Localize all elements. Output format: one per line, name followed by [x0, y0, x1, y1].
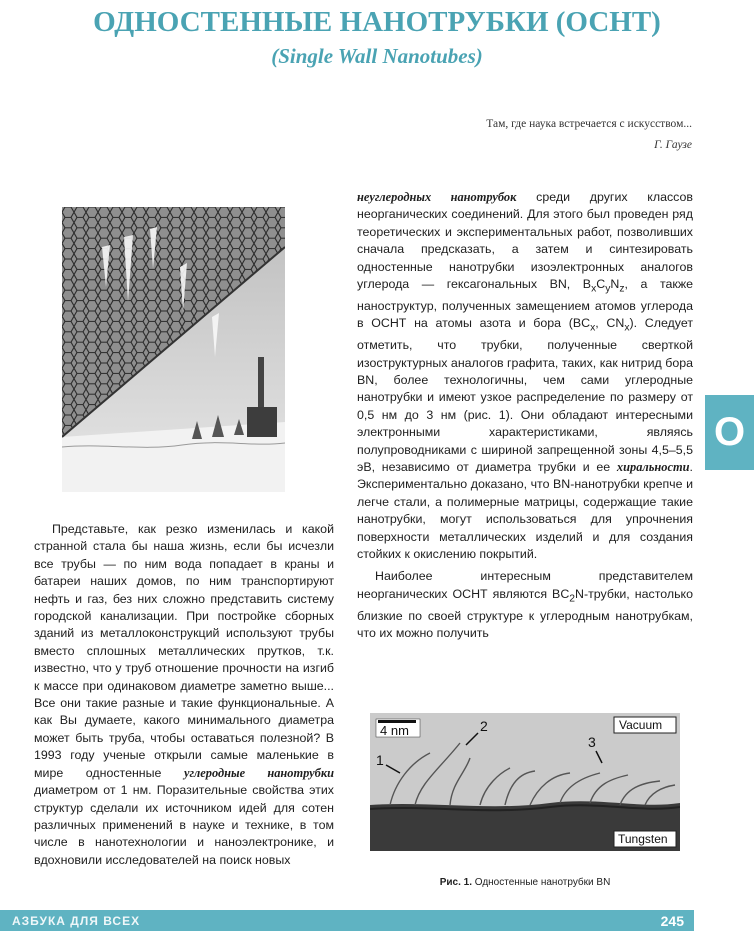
- footer-section-name: АЗБУКА ДЛЯ ВСЕХ: [12, 913, 141, 928]
- marker-2: 2: [480, 718, 488, 734]
- marker-3: 3: [588, 734, 596, 750]
- right-text-2: C: [596, 277, 606, 292]
- right-text-1: среди других классов неорганических соединений. Для этого был проведен ряд теоретических и экспериментальных работ, позволивших сначала предсказать, а затем и синтезировать одностенные нанотрубки изоэлектронных аналогов углерода — гексагональных BN, B: [357, 190, 693, 292]
- right-emphasis-2: хиральности: [616, 460, 690, 475]
- sub-x-3: x: [624, 322, 630, 334]
- right-text-6: ). Следует отметить, что трубки, полученные сверткой изоструктурных аналогов графита, таких, как нитрид бора BN, более технологичны, чем сами углеродные нанотрубки и имеют узкое распределение по размеру от 0,5 нм до 3 нм (рис. 1). Они обладают интересными электронными характеристиками, являясь полупроводниками с шириной запрещенной зоны 4,5–5,5 эВ, независимо от диаметра трубки и ее: [357, 316, 693, 475]
- right-text-7: . Экспериментально доказано, что BN-нанотрубки крепче и легче стали, а полимерные матрицы, содержащие такие нанотрубки, могут использоваться для упрочнения поверхности металлических изделий и для создания стойких к окислению покрытий.: [357, 460, 693, 562]
- caption-text: Одностенные нанотрубки BN: [474, 877, 611, 888]
- epigraph-author: Г. Гаузе: [654, 139, 692, 151]
- scale-label: 4 nm: [380, 723, 409, 738]
- nanotube-lattice-photo: [62, 207, 285, 492]
- tungsten-label: Tungsten: [618, 832, 668, 846]
- right-text-4: , а также наноструктур, полученных замещением атомов углерода в ОСНТ на атомы азота и бора (BC: [357, 277, 694, 331]
- marker-1: 1: [376, 752, 384, 768]
- right-text-3: N: [610, 277, 620, 292]
- right-column: [357, 189, 693, 643]
- micrograph-illustration: [370, 713, 680, 851]
- section-tab: О: [705, 395, 754, 470]
- caption-number: Рис. 1.: [439, 877, 472, 888]
- right-emphasis-1: неуглеродных нанотрубок: [357, 190, 517, 204]
- right-text-8: Наиболее интересным представителем неорганических ОСНТ являются BC: [357, 569, 693, 601]
- epigraph-quote: Там, где наука встречается с искусством...: [486, 118, 692, 130]
- page-title: ОДНОСТЕННЫЕ НАНОТРУБКИ (ОСНТ): [93, 6, 661, 38]
- sub-2: 2: [569, 593, 576, 605]
- sub-y: y: [605, 283, 611, 295]
- tem-micrograph: [370, 713, 680, 851]
- page-subtitle: (Single Wall Nanotubes): [271, 44, 483, 68]
- photo-illustration: [62, 207, 285, 492]
- page-number: 245: [660, 912, 684, 929]
- right-paragraph-1: [357, 189, 693, 563]
- right-paragraph-2: [357, 568, 693, 642]
- right-text-9: N-трубки, настолько близкие по своей структуре к углеродным нанотрубкам, что их можно получить: [357, 586, 693, 641]
- sub-x-2: x: [590, 322, 596, 334]
- left-text-after: диаметром от 1 нм. Поразительные свойства этих структур сделали их источником идей для сотен различных применений в науке и технике, в том числе в нанотехнологии и наноэлектронике, и вдохновили исследователей на поиск новых: [34, 783, 334, 867]
- vacuum-label: Vacuum: [619, 718, 663, 732]
- right-text-5: , CN: [595, 316, 625, 331]
- left-paragraph: [34, 521, 334, 869]
- left-emphasis: углеродные нанотрубки: [184, 765, 334, 780]
- left-text: Представьте, как резко изменилась и какой странной стала бы наша жизнь, если бы исчезли все трубы — по ним вода попадает в краны и батареи наших домов, по ним транспортируют нефть и газ, без них сложно представить систему городской канализации. При постройке сборных зданий из металлоконструкций используют трубы вместо сплошных металлических прутков, т.к. известно, что у труб отношение прочности на изгиб к массе при одинаковом диаметре заметно выше... Все они такие разные и такие функциональные. А как Вы думаете, какого минимального диаметра может быть труба, чтобы оставаться полезной? В 1993 году ученые открыли самые маленькие в мире одностенные: [34, 522, 334, 780]
- sub-x: x: [591, 283, 597, 295]
- epigraph: [486, 114, 692, 156]
- footer-band: [0, 910, 694, 931]
- left-column: [34, 521, 334, 869]
- sub-z: z: [619, 283, 625, 295]
- figure-caption: [370, 877, 680, 888]
